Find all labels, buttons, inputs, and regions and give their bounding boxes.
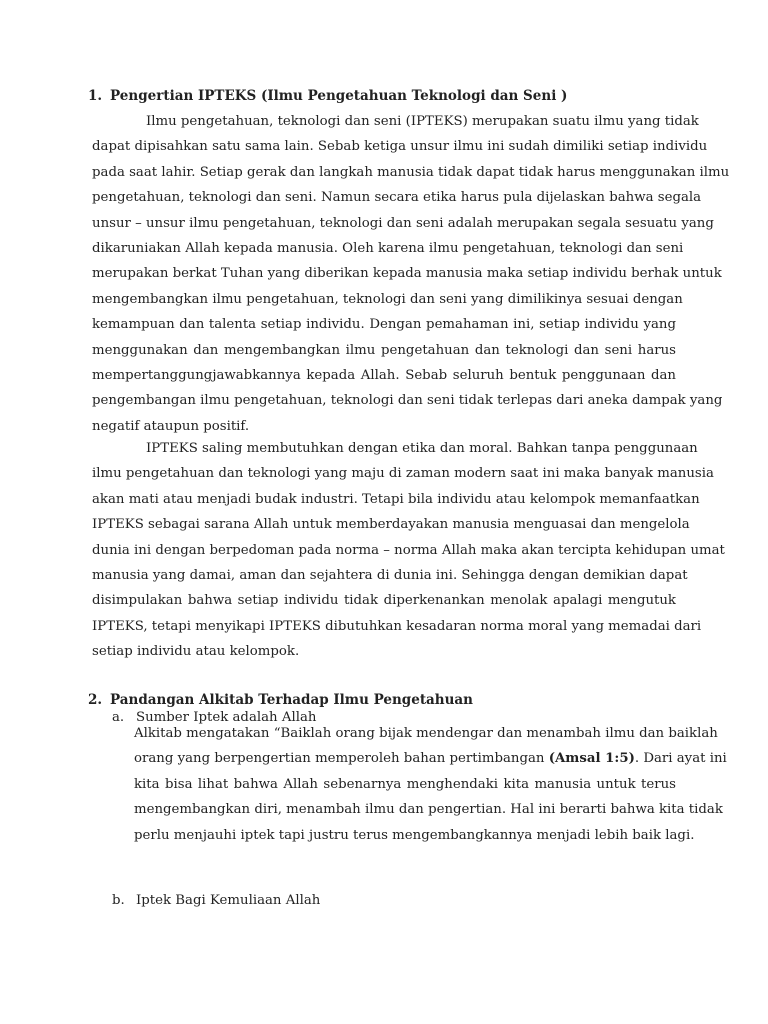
paragraph-line: IPTEKS, tetapi menyikapi IPTEKS dibutuhkan kesadaran norma moral yang memadai dari (92, 618, 702, 634)
bible-citation: (Amsal 1:5) (548, 751, 635, 767)
paragraph-line: menggunakan dan mengembangkan ilmu pengetahuan dan teknologi dan seni harus (92, 342, 676, 358)
paragraph-line: disimpulakan bahwa setiap individu tidak diperkenankan menolak apalagi mengutuk (92, 593, 676, 609)
citation-lead-text: orang yang berpengertian memperoleh bahan pertimbangan (134, 751, 549, 767)
paragraph-line: mengembangkan ilmu pengetahuan, teknologi dan seni yang dimilikinya sesuai dengan (92, 291, 683, 307)
paragraph-line: unsur – unsur ilmu pengetahuan, teknologi dan seni adalah merupakan segala sesuatu yang (92, 215, 714, 231)
section-1-number: 1. (88, 88, 103, 104)
paragraph-line: pada saat lahir. Setiap gerak dan langkah manusia tidak dapat tidak harus menggunakan ilmu (92, 164, 730, 180)
paragraph-line: ilmu pengetahuan dan teknologi yang maju di zaman modern saat ini maka banyak manusia (92, 466, 714, 482)
paragraph-line: kita bisa lihat bahwa Allah sebenarnya menghendaki kita manusia untuk terus (134, 776, 676, 792)
paragraph-line: pengetahuan, teknologi dan seni. Namun secara etika harus pula dijelaskan bahwa segala (92, 190, 702, 206)
paragraph-line: kemampuan dan talenta setiap individu. Dengan pemahaman ini, setiap individu yang (92, 317, 676, 333)
subsection-b-marker: b. (112, 893, 125, 908)
paragraph-line: dapat dipisahkan satu sama lain. Sebab ketiga unsur ilmu ini sudah dimiliki setiap individu (92, 139, 708, 155)
subsection-a-marker: a. (112, 710, 125, 725)
paragraph-line: negatif ataupun positif. (92, 418, 250, 434)
section-1-paragraph-2 (92, 436, 725, 665)
paragraph-line (134, 746, 727, 771)
section-2-number: 2. (88, 692, 103, 708)
paragraph-line: mempertanggungjawabkannya kepada Allah. Sebab seluruh bentuk penggunaan dan (92, 367, 676, 383)
paragraph-line: Ilmu pengetahuan, teknologi dan seni (IPTEKS) merupakan suatu ilmu yang tidak (146, 114, 699, 129)
subsection-b-title: Iptek Bagi Kemuliaan Allah (136, 893, 321, 908)
paragraph-line: IPTEKS sebagai sarana Allah untuk memberdayakan manusia menguasai dan mengelola (92, 517, 690, 533)
paragraph-line: Alkitab mengatakan “Baiklah orang bijak mendengar dan menambah ilmu dan baiklah (134, 726, 718, 741)
section-1-paragraph-1 (92, 109, 730, 439)
subsection-a-paragraph (134, 721, 727, 848)
paragraph-line: merupakan berkat Tuhan yang diberikan kepada manusia maka setiap individu berhak untuk (92, 266, 722, 282)
paragraph-line: perlu menjauhi iptek tapi justru terus mengembangkannya menjadi lebih baik lagi. (134, 827, 695, 843)
paragraph-line: manusia yang damai, aman dan sejahtera di dunia ini. Sehingga dengan demikian dapat (92, 567, 688, 583)
paragraph-line: akan mati atau menjadi budak industri. Tetapi bila individu atau kelompok memanfaatkan (92, 491, 700, 507)
paragraph-line: IPTEKS saling membutuhkan dengan etika dan moral. Bahkan tanpa penggunaan (146, 441, 698, 456)
subsection-a-title: Sumber Iptek adalah Allah (136, 710, 317, 725)
section-2-title: Pandangan Alkitab Terhadap Ilmu Pengetahuan (110, 692, 473, 708)
paragraph-line: setiap individu atau kelompok. (92, 644, 300, 660)
section-1-title: Pengertian IPTEKS (Ilmu Pengetahuan Teknologi dan Seni ) (110, 88, 568, 104)
citation-trail-text: . Dari ayat ini (634, 751, 727, 767)
paragraph-line: pengembangan ilmu pengetahuan, teknologi dan seni tidak terlepas dari aneka dampak yang (92, 393, 723, 409)
paragraph-line: dunia ini dengan berpedoman pada norma – norma Allah maka akan tercipta kehidupan umat (92, 542, 725, 558)
paragraph-line: mengembangkan diri, menambah ilmu dan pengertian. Hal ini berarti bahwa kita tidak (134, 802, 723, 818)
paragraph-line: dikaruniakan Allah kepada manusia. Oleh karena ilmu pengetahuan, teknologi dan seni (92, 240, 684, 256)
